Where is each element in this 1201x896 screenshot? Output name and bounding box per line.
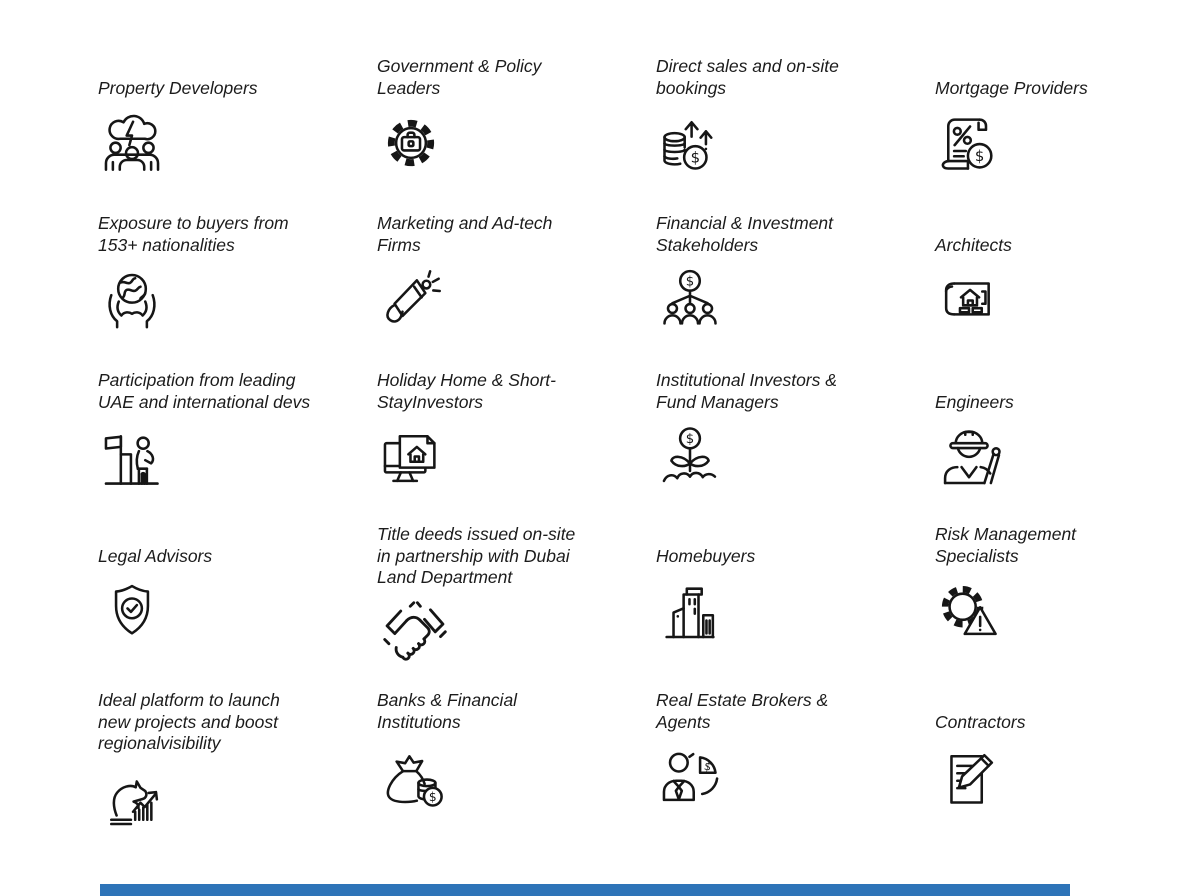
contract-pencil-icon bbox=[935, 743, 1003, 811]
monitor-house-icon bbox=[377, 423, 445, 491]
feature-card bbox=[98, 690, 377, 833]
feature-label: Property Developers bbox=[98, 77, 258, 98]
feature-card bbox=[377, 56, 656, 213]
handshake-icon bbox=[377, 595, 453, 671]
feature-card bbox=[377, 524, 656, 690]
gear-warning-icon bbox=[935, 577, 1003, 645]
feature-label: Institutional Investors & Fund Managers bbox=[656, 370, 837, 412]
feature-card bbox=[656, 370, 935, 524]
feature-card bbox=[656, 690, 935, 833]
feature-label: Marketing and Ad-tech Firms bbox=[377, 213, 553, 255]
megaphone-icon bbox=[377, 266, 445, 334]
feature-label: Contractors bbox=[935, 711, 1026, 732]
feature-label: Architects bbox=[935, 234, 1012, 255]
feature-card bbox=[656, 56, 935, 213]
feature-label: Exposure to buyers from 153+ nationalities bbox=[98, 213, 289, 255]
feature-label: Banks & Financial Institutions bbox=[377, 690, 518, 732]
feature-card bbox=[935, 524, 1195, 690]
feature-label: Real Estate Brokers & Agents bbox=[656, 690, 829, 732]
feature-card bbox=[935, 370, 1195, 524]
engineer-hardhat-icon bbox=[935, 423, 1003, 491]
feature-card bbox=[377, 690, 656, 833]
chess-knight-growth-icon bbox=[98, 765, 166, 833]
feature-label: Homebuyers bbox=[656, 545, 756, 566]
money-plant-icon bbox=[656, 423, 724, 491]
feature-label: Risk Management Specialists bbox=[935, 524, 1077, 566]
feature-card bbox=[98, 524, 377, 690]
feature-label: Direct sales and on-site bookings bbox=[656, 56, 839, 98]
feature-card bbox=[98, 213, 377, 370]
feature-card bbox=[656, 524, 935, 690]
feature-card bbox=[98, 370, 377, 524]
feature-label: Holiday Home & Short-StayInvestors bbox=[377, 370, 556, 412]
feature-label: Title deeds issued on-site in partnership with Dubai Land Department bbox=[377, 524, 576, 587]
feature-card bbox=[935, 56, 1195, 213]
feature-card bbox=[98, 56, 377, 213]
broker-pie-icon bbox=[656, 743, 724, 811]
feature-grid bbox=[98, 56, 1195, 833]
feature-label: Participation from leading UAE and international devs bbox=[98, 370, 311, 412]
hands-globe-icon bbox=[98, 266, 166, 334]
shield-check-icon bbox=[98, 577, 166, 645]
feature-label: Engineers bbox=[935, 391, 1014, 412]
gear-briefcase-icon bbox=[377, 109, 445, 177]
feature-label: Mortgage Providers bbox=[935, 77, 1088, 98]
buildings-icon bbox=[656, 577, 724, 645]
feature-label: Ideal platform to launch new projects and boost regionalvisibility bbox=[98, 690, 280, 753]
feature-card bbox=[935, 213, 1195, 370]
money-bag-coins-icon bbox=[377, 743, 445, 811]
dollar-network-icon bbox=[656, 266, 724, 334]
blueprint-house-icon bbox=[935, 266, 1003, 334]
feature-label: Financial & Investment Stakeholders bbox=[656, 213, 834, 255]
mortgage-document-icon bbox=[935, 109, 1003, 177]
team-brainstorm-icon bbox=[98, 109, 166, 177]
feature-card bbox=[377, 213, 656, 370]
bottom-accent-bar bbox=[100, 884, 1070, 896]
coins-growth-icon bbox=[656, 109, 724, 177]
feature-card bbox=[935, 690, 1195, 833]
feature-card bbox=[656, 213, 935, 370]
feature-label: Legal Advisors bbox=[98, 545, 213, 566]
feature-card bbox=[377, 370, 656, 524]
flag-person-icon bbox=[98, 423, 166, 491]
feature-label: Government & Policy Leaders bbox=[377, 56, 542, 98]
